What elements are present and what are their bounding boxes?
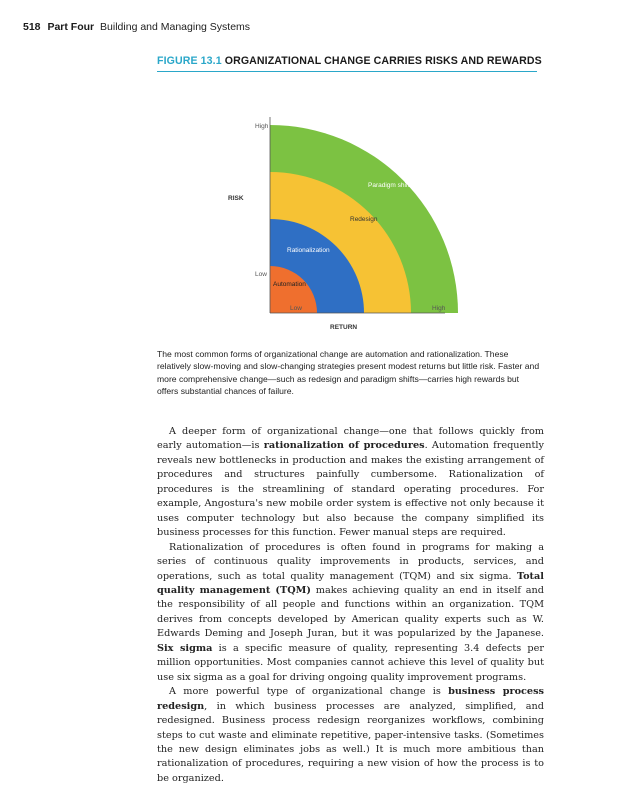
label-automation: Automation xyxy=(273,281,306,288)
page-number: 518 xyxy=(23,21,41,33)
p2-text-c: is a specific measure of quality, representing 3.4 defects per million opportunities. Most companies cannot achieve this level of quality but use six sigma as a goal for driving ongoing quality improvement programs. xyxy=(157,642,544,683)
figure-caption: The most common forms of organizational change are automation and rationalization. These relatively slow-moving and slow-changing strategies present modest returns but little risk. Faster and more comprehensive change—such as redesign and paradigm shifts—carries high rewards but offers substantial chances of failure. xyxy=(157,349,540,396)
figure-number: FIGURE 13.1 xyxy=(157,55,222,67)
p2-text-a: Rationalization of procedures is often found in programs for making a series of continuous quality improvements in products, services, and operations, such as total quality management (TQM) and six sigma. xyxy=(157,541,544,582)
paragraph-2 xyxy=(157,541,544,686)
figure-title xyxy=(157,55,542,67)
p3-text-b: , in which business processes are analyzed, simplified, and redesigned. Business process redesign reorganizes workflows, combining steps to cut waste and eliminate repetitive, paper-intensive tasks. (Sometimes the new design eliminates jobs as well.) It is much more ambitious than rationalization of procedures, requiring a new vision of how the process is to be organized. xyxy=(157,700,544,784)
section-label: Building and Managing Systems xyxy=(100,21,251,33)
label-paradigm-shifts: Paradigm shifts xyxy=(368,182,413,189)
term-tqm: Total quality management (TQM) xyxy=(157,570,544,596)
y-tick-high: High xyxy=(255,123,269,130)
y-tick-low: Low xyxy=(255,271,267,278)
label-rationalization: Rationalization xyxy=(287,247,330,254)
y-axis-label: RISK xyxy=(228,195,244,202)
p3-text-a: A more powerful type of organizational change is xyxy=(169,686,449,698)
p1-text-a: A deeper form of organizational change—one that follows quickly from early automation—is xyxy=(157,426,544,452)
part-label: Part Four xyxy=(47,21,95,33)
term-business-process-redesign: business process redesign xyxy=(157,686,545,712)
paragraph-3 xyxy=(157,685,544,786)
p1-text-b: . Automation frequently reveals new bottlenecks in production and makes the existing arrangement of procedures and structures painfully cumbersome. Rationalization of procedures is the streamlining of standard operating procedures. For example, Angostura's new mobile order system is effective not only because it uses computer technology but also because the company simplified its business processes for this function. Fewer manual steps are required. xyxy=(157,440,544,539)
term-six-sigma: Six sigma xyxy=(157,642,213,654)
figure-rule xyxy=(157,71,537,72)
label-redesign: Redesign xyxy=(350,216,378,223)
running-header xyxy=(23,21,250,33)
x-axis-label: RETURN xyxy=(330,324,358,331)
figure-heading: ORGANIZATIONAL CHANGE CARRIES RISKS AND REWARDS xyxy=(224,55,542,67)
x-tick-high: High xyxy=(432,305,446,312)
body-text xyxy=(157,425,544,786)
paragraph-1 xyxy=(157,425,544,541)
p2-text-b: makes achieving quality an end in itself and the responsibility of all people and functions within an organization. TQM derives from concepts developed by American quality experts such as W. Edwards Deming and Joseph Juran, but it was popularized by the Japanese. xyxy=(157,584,545,640)
term-rationalization: rationalization of procedures xyxy=(263,440,425,452)
x-tick-low: Low xyxy=(290,305,302,312)
risk-return-chart xyxy=(220,100,460,340)
